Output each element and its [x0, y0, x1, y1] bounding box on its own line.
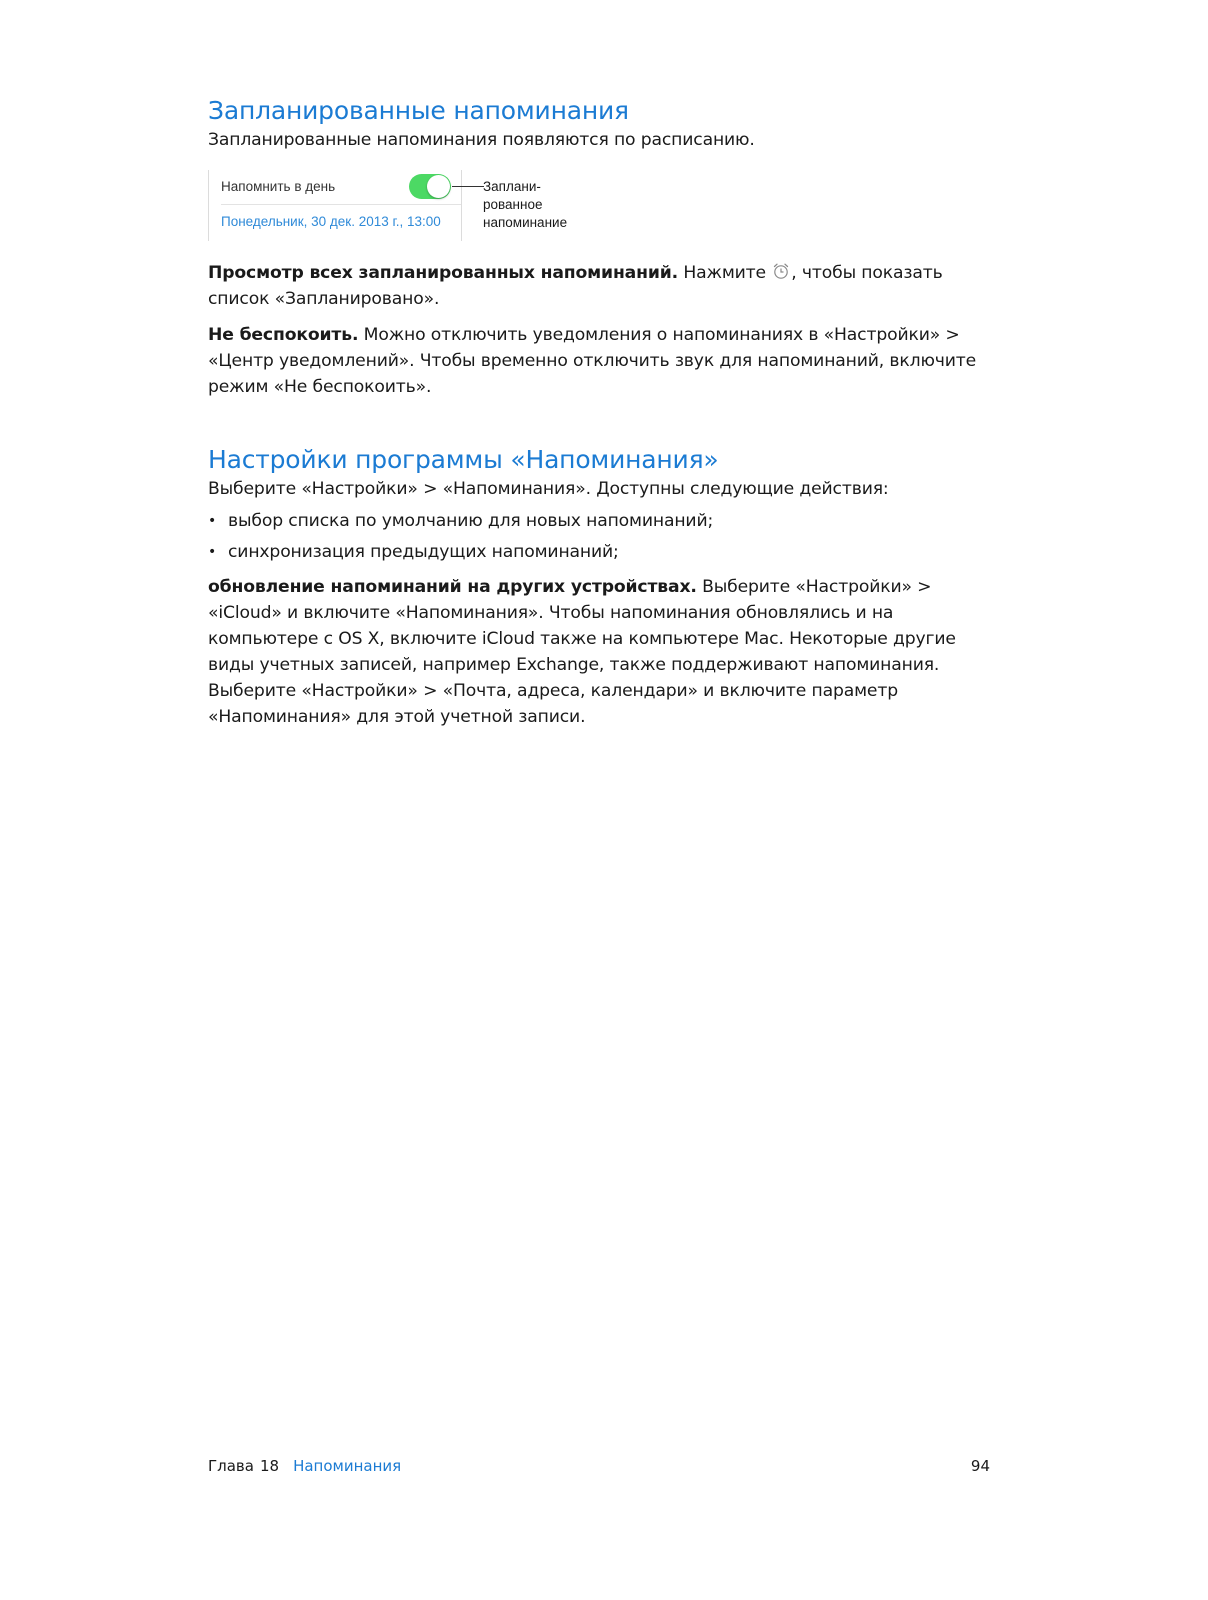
reminder-settings-figure: [208, 170, 668, 242]
remind-on-day-toggle[interactable]: [409, 174, 451, 199]
alarm-clock-icon: [772, 262, 790, 280]
reminder-date-value[interactable]: Понедельник, 30 дек. 2013 г., 13:00: [221, 214, 441, 229]
paragraph-text: Выберите «Настройки» > «iCloud» и включите «Напоминания». Чтобы напоминания обновлялись и на компьютере с OS X, включите iCloud также на компьютере Mac. Некоторые другие виды учетных записей, например Exchange, также поддерживают напоминания. Выберите «Настройки» > «Почта, адреса, календари» и включите параметр «Напоминания» для этой учетной записи.: [208, 577, 956, 727]
list-item-text: синхронизация предыдущих напоминаний;: [228, 542, 619, 562]
section-title-scheduled-reminders: Запланированные напоминания: [208, 96, 629, 125]
bullet-icon: •: [208, 513, 217, 529]
callout-line: [452, 186, 484, 187]
list-item: [208, 539, 713, 565]
bullet-icon: •: [208, 544, 217, 560]
paragraph-lead: обновление напоминаний на других устройствах.: [208, 577, 697, 597]
section-intro: Выберите «Настройки» > «Напоминания». Доступны следующие действия:: [208, 479, 889, 499]
paragraph-do-not-disturb: [208, 322, 998, 400]
paragraph-sync-devices: [208, 574, 998, 730]
list-item: [208, 508, 713, 534]
section-intro: Запланированные напоминания появляются по расписанию.: [208, 130, 755, 150]
settings-list: [208, 508, 713, 570]
paragraph-text-cont: , чтобы показать список «Запланировано».: [208, 263, 943, 309]
callout-label: [483, 178, 567, 232]
paragraph-text: Нажмите: [678, 263, 772, 283]
panel-divider: [221, 204, 461, 205]
footer-chapter: [208, 1456, 401, 1476]
footer-chapter-number: 18: [259, 1457, 280, 1475]
toggle-knob: [427, 175, 450, 198]
section-title-reminders-settings: Настройки программы «Напоминания»: [208, 445, 719, 474]
paragraph-lead: Не беспокоить.: [208, 325, 359, 345]
callout-line-1: Заплани-: [483, 179, 541, 194]
paragraph-text: Можно отключить уведомления о напоминаниях в «Настройки» > «Центр уведомлений». Чтобы временно отключить звук для напоминаний, включите режим «Не беспокоить».: [208, 325, 977, 397]
page-number: 94: [970, 1457, 990, 1475]
paragraph-view-scheduled: [208, 260, 998, 312]
callout-line-3: напоминание: [483, 215, 568, 230]
paragraph-lead: Просмотр всех запланированных напоминаний.: [208, 263, 679, 283]
footer-chapter-label: Глава: [208, 1457, 254, 1475]
list-item-text: выбор списка по умолчанию для новых напоминаний;: [228, 511, 714, 531]
footer-chapter-link[interactable]: Напоминания: [293, 1457, 402, 1475]
remind-on-day-label: Напомнить в день: [221, 179, 336, 194]
callout-line-2: рованное: [483, 197, 543, 212]
reminder-panel: [208, 170, 462, 241]
